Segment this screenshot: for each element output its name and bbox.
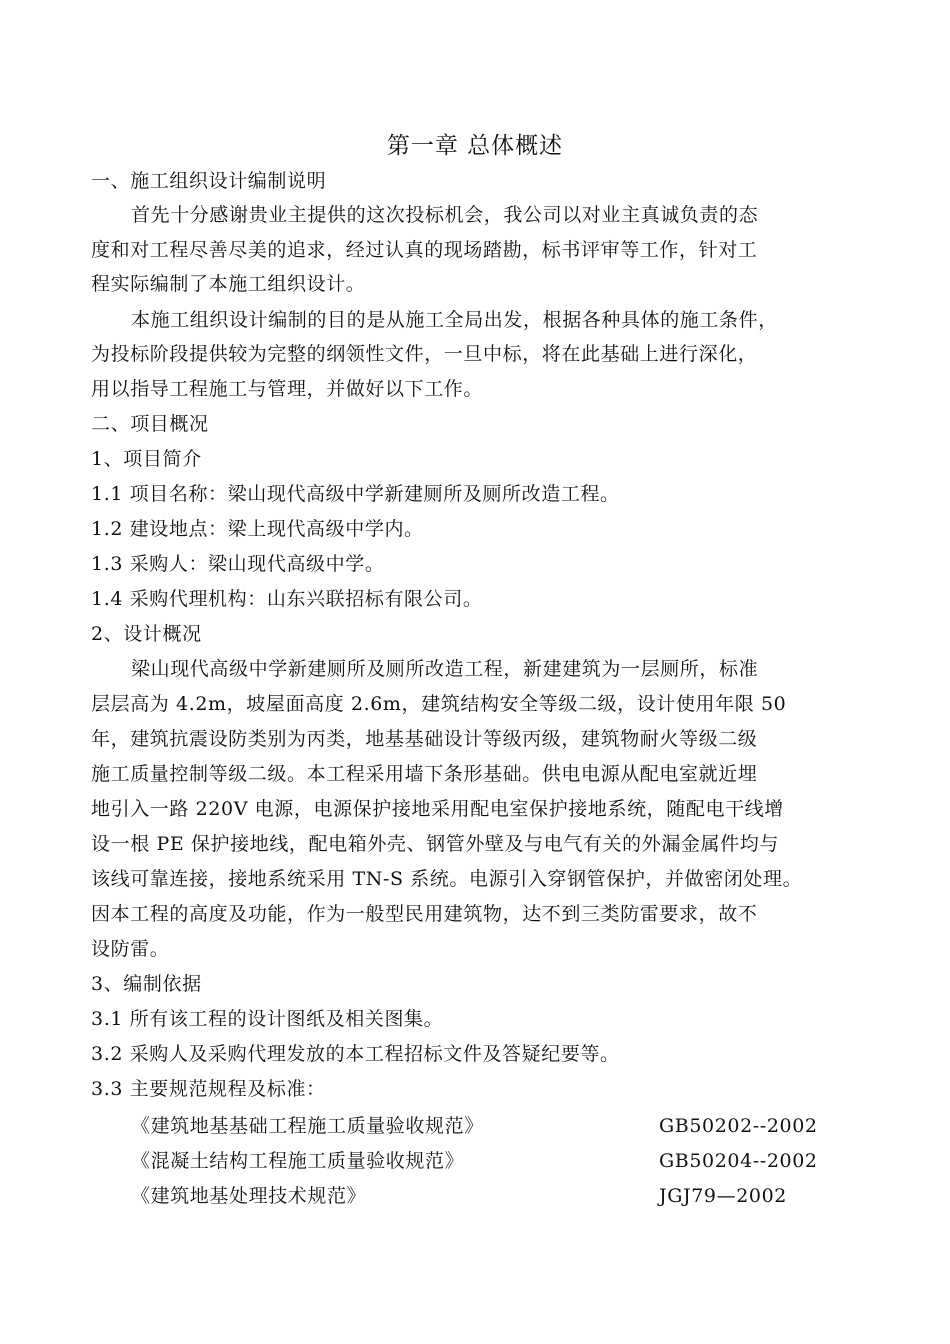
paragraph-line: 年，建筑抗震设防类别为丙类，地基基础设计等级丙级，建筑物耐火等级二级 <box>91 728 758 750</box>
paragraph-line: 度和对工程尽善尽美的追求，经过认真的现场踏勘，标书评审等工作，针对工 <box>91 239 758 261</box>
standard-code: JGJ79—2002 <box>659 1185 787 1207</box>
subsection-heading: 2、设计概况 <box>91 623 202 645</box>
list-item: 1.1 项目名称：梁山现代高级中学新建厕所及厕所改造工程。 <box>91 483 620 505</box>
list-item: 3.3 主要规范规程及标准： <box>91 1078 326 1100</box>
paragraph-line: 因本工程的高度及功能，作为一般型民用建筑物，达不到三类防雷要求，故不 <box>91 903 758 925</box>
paragraph-line: 首先十分感谢贵业主提供的这次投标机会，我公司以对业主真诚负责的态 <box>131 204 759 226</box>
standard-name: 《混凝土结构工程施工质量验收规范》 <box>131 1150 465 1172</box>
paragraph-line: 梁山现代高级中学新建厕所及厕所改造工程，新建建筑为一层厕所，标准 <box>131 658 759 680</box>
paragraph-line: 地引入一路 220V 电源，电源保护接地采用配电室保护接地系统，随配电干线增 <box>91 798 784 820</box>
paragraph-line: 用以指导工程施工与管理，并做好以下工作。 <box>91 378 484 400</box>
subsection-heading: 1、项目简介 <box>91 448 202 470</box>
paragraph-line: 设一根 PE 保护接地线，配电箱外壳、钢管外壁及与电气有关的外漏金属件均与 <box>91 833 779 855</box>
section-heading: 二、项目概况 <box>91 413 209 435</box>
standard-name: 《建筑地基处理技术规范》 <box>131 1185 367 1207</box>
standard-code: GB50202--2002 <box>659 1115 818 1137</box>
section-heading: 一、施工组织设计编制说明 <box>91 170 327 192</box>
paragraph-line: 施工质量控制等级二级。本工程采用墙下条形基础。供电电源从配电室就近埋 <box>91 763 758 785</box>
standard-code: GB50204--2002 <box>659 1150 818 1172</box>
list-item: 1.2 建设地点：梁上现代高级中学内。 <box>91 518 424 540</box>
list-item: 1.3 采购人：梁山现代高级中学。 <box>91 553 385 575</box>
list-item: 3.2 采购人及采购代理发放的本工程招标文件及答疑纪要等。 <box>91 1043 620 1065</box>
paragraph-line: 为投标阶段提供较为完整的纲领性文件，一旦中标，将在此基础上进行深化， <box>91 343 758 365</box>
paragraph-line: 设防雷。 <box>91 938 170 960</box>
paragraph-line: 本施工组织设计编制的目的是从施工全局出发，根据各种具体的施工条件， <box>131 309 778 331</box>
paragraph-line: 层层高为 4.2m，坡屋面高度 2.6m，建筑结构安全等级二级，设计使用年限 50 <box>91 693 787 715</box>
list-item: 1.4 采购代理机构：山东兴联招标有限公司。 <box>91 588 483 610</box>
paragraph-line: 程实际编制了本施工组织设计。 <box>91 273 366 295</box>
chapter-title: 第一章 总体概述 <box>386 133 564 159</box>
paragraph-line: 该线可靠连接，接地系统采用 TN-S 系统。电源引入穿钢管保护，并做密闭处理。 <box>91 868 803 890</box>
standard-name: 《建筑地基基础工程施工质量验收规范》 <box>131 1115 484 1137</box>
subsection-heading: 3、编制依据 <box>91 973 202 995</box>
list-item: 3.1 所有该工程的设计图纸及相关图集。 <box>91 1008 444 1030</box>
